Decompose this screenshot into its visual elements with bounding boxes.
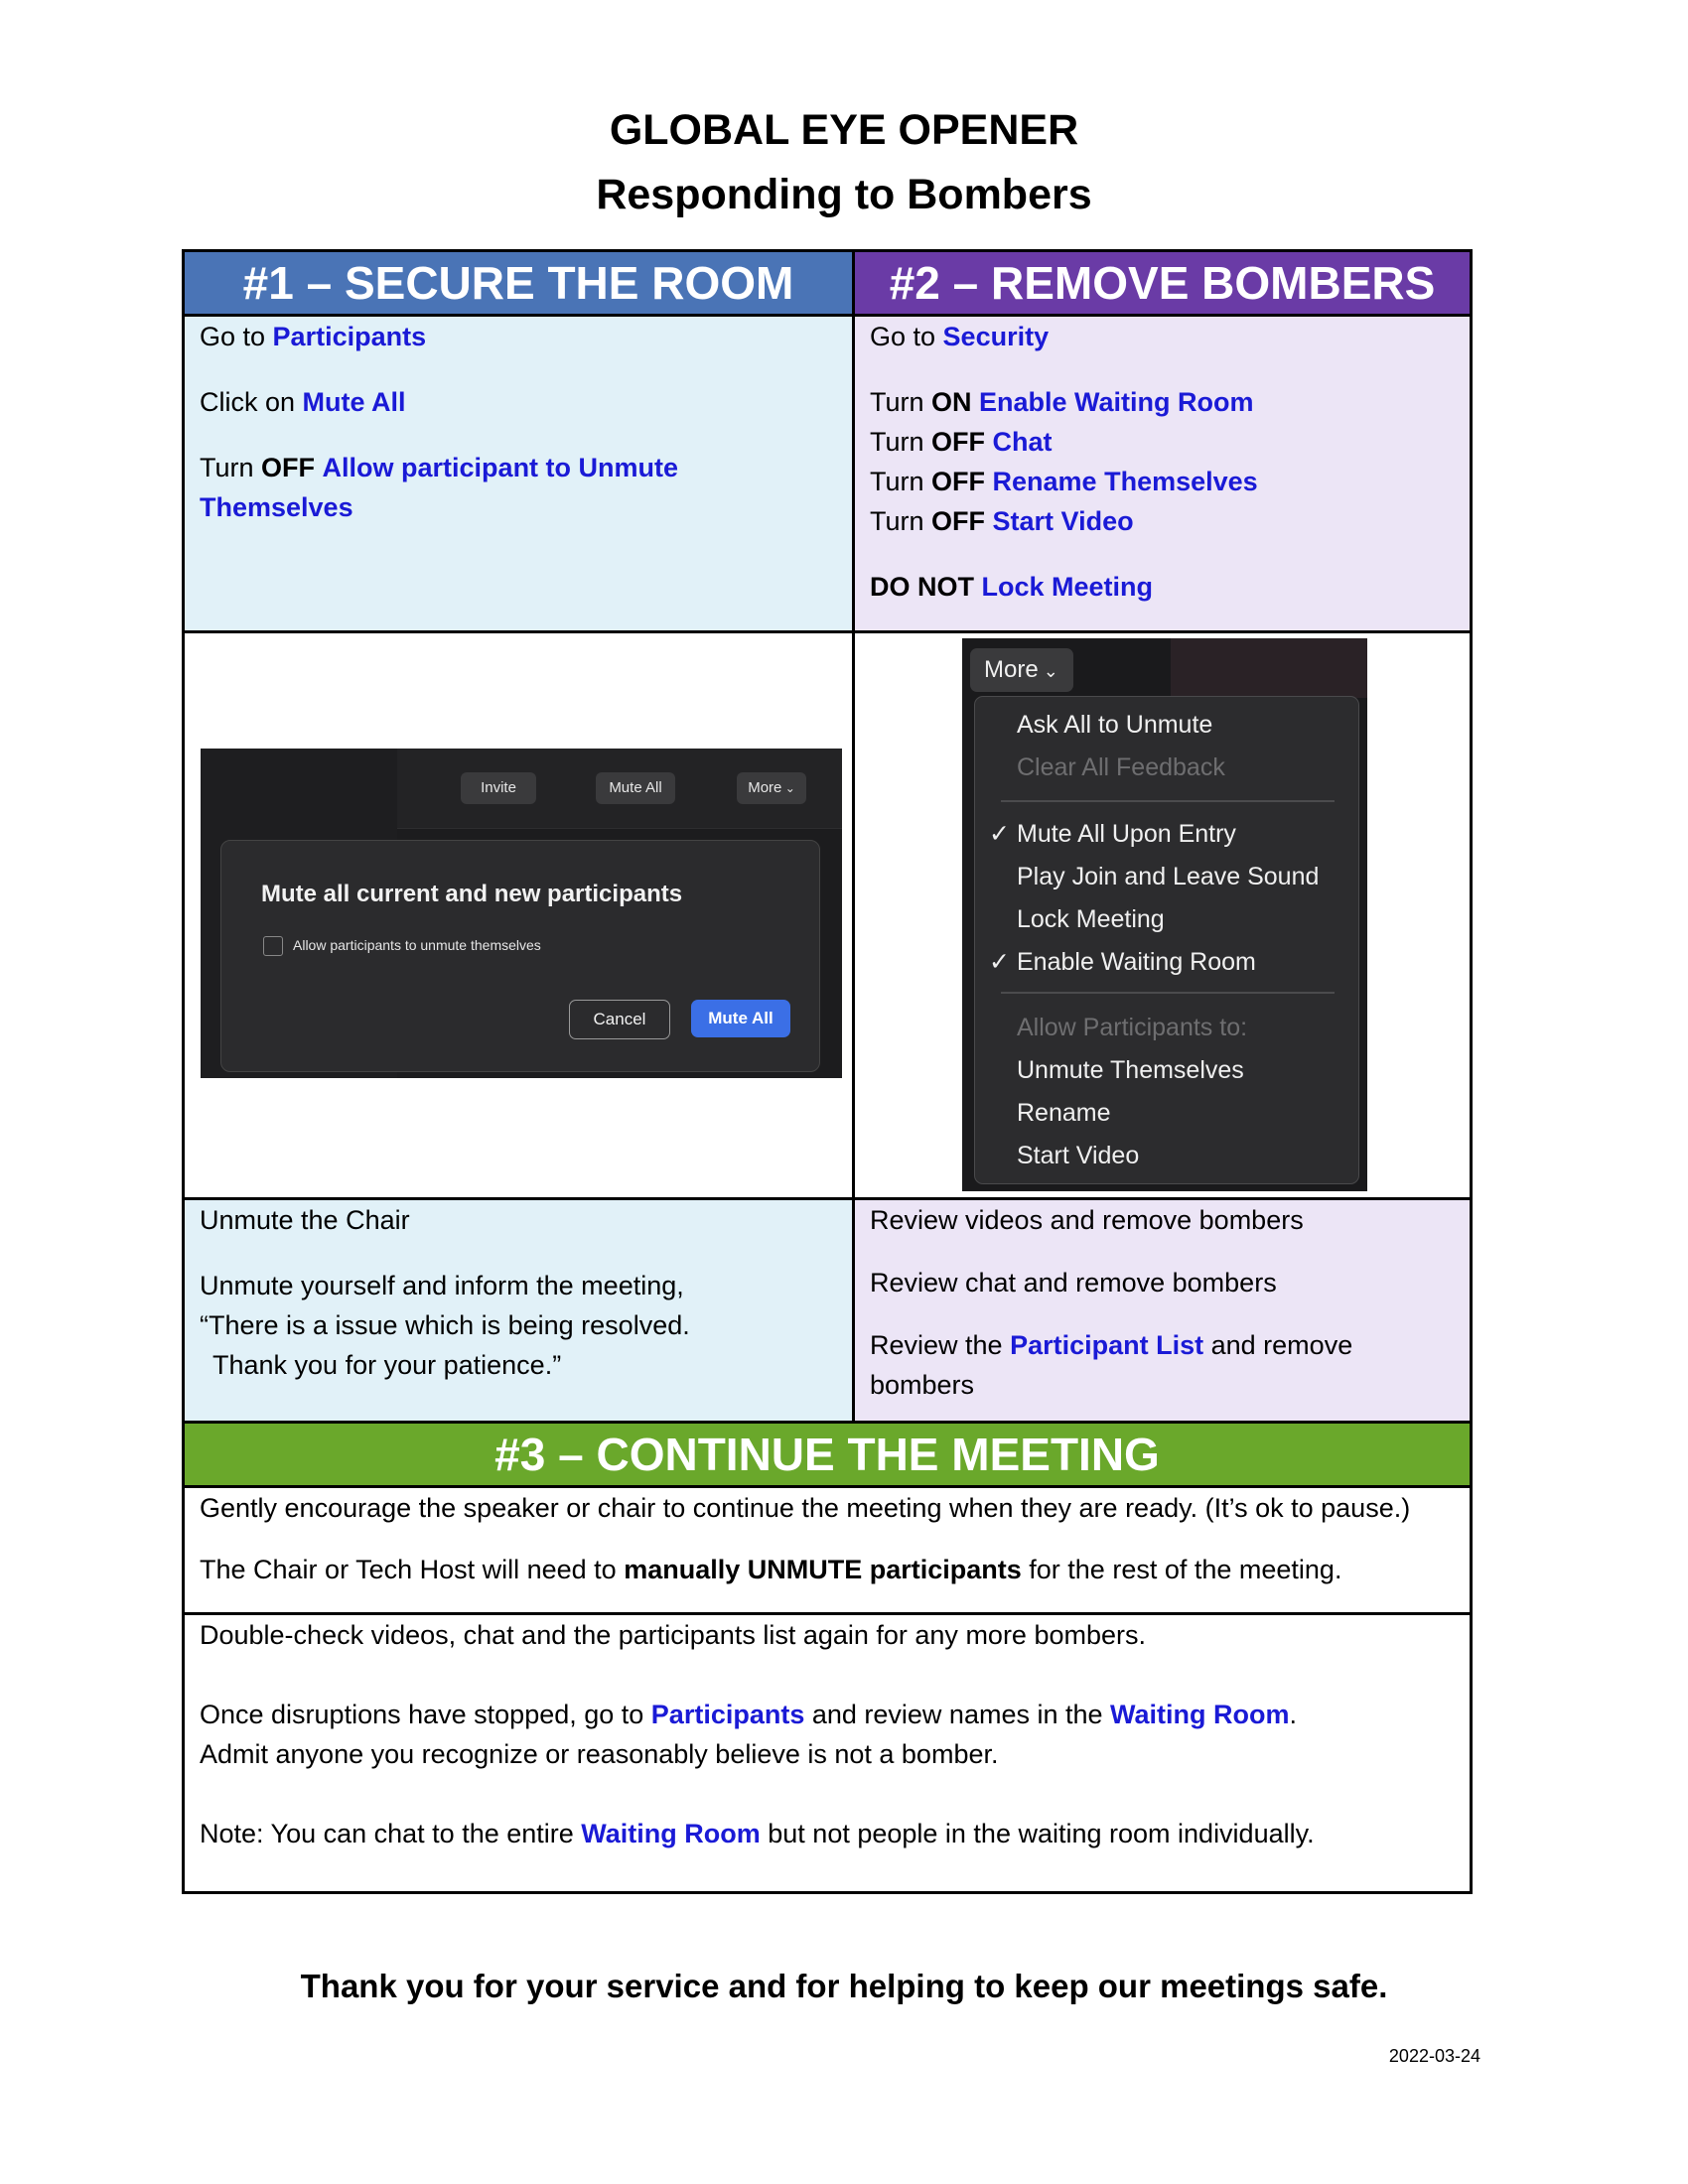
step-enable-waiting-room: Turn ON Enable Waiting Room (870, 387, 1254, 417)
step-click-mute-all: Click on Mute All (200, 387, 406, 417)
document-date: 2022-03-24 (1388, 2046, 1480, 2066)
document-subtitle: Responding to Bombers (596, 171, 1092, 218)
section-3-header: #3 – CONTINUE THE MEETING (185, 1424, 1470, 1485)
menu-item-label: Start Video (1017, 1142, 1140, 1169)
step-review-chat: Review chat and remove bombers (870, 1268, 1277, 1297)
step-double-check: Double-check videos, chat and the participants list again for any more bombers. (200, 1620, 1147, 1650)
inform-line-3: Thank you for your patience.” (212, 1350, 562, 1380)
step-admit: Admit anyone you recognize or reasonably believe is not a bomber. (200, 1739, 999, 1769)
dialog-title: Mute all current and new participants (261, 881, 683, 907)
menu-item-label: Clear All Feedback (1017, 753, 1225, 781)
menu-item-label: Lock Meeting (1017, 905, 1165, 933)
step-rename-off: Turn OFF Rename Themselves (870, 467, 1258, 496)
step-unmute-chair: Unmute the Chair (200, 1205, 410, 1235)
step-do-not-lock: DO NOT Lock Meeting (870, 572, 1154, 602)
menu-item-label: Play Join and Leave Sound (1017, 863, 1320, 890)
menu-item-label: Ask All to Unmute (1017, 711, 1213, 739)
menu-separator (1001, 992, 1335, 994)
step-review-videos: Review videos and remove bombers (870, 1205, 1304, 1235)
invite-button[interactable]: Invite (461, 772, 536, 804)
step-manual-unmute: The Chair or Tech Host will need to manually UNMUTE participants for the rest of the meeting. (200, 1555, 1342, 1584)
section-3-followup (185, 1615, 1470, 1891)
allow-unmute-label: Allow participants to unmute themselves (293, 937, 541, 953)
menu-item-label: Unmute Themselves (1017, 1056, 1244, 1084)
more-dropdown-menu (974, 696, 1359, 1184)
more-top-button[interactable]: More ⌄ (737, 772, 806, 804)
section-2-steps (855, 317, 1470, 630)
menu-separator (1001, 800, 1335, 802)
mute-dialog (220, 840, 820, 1072)
mute-all-top-button[interactable]: Mute All (596, 772, 675, 804)
step-start-video-off: Turn OFF Start Video (870, 506, 1134, 536)
mute-all-button[interactable]: Mute All (691, 1000, 790, 1037)
menu-item-label: Mute All Upon Entry (1017, 820, 1236, 848)
section-1-followup (185, 1200, 852, 1421)
thank-you-note: Thank you for your service and for helping to keep our meetings safe. (300, 1968, 1388, 2004)
mute-all-dialog-screenshot (201, 749, 842, 1078)
step-go-to-participants: Go to Participants (200, 322, 427, 351)
more-menu-button[interactable]: More ⌄ (970, 648, 1073, 692)
step-review-list-end: bombers (870, 1370, 975, 1400)
cancel-button[interactable]: Cancel (569, 1000, 670, 1039)
step-turn-off-unmute: Turn OFF Allow participant to Unmute Themselves (200, 453, 679, 522)
section-3-steps (185, 1488, 1470, 1612)
inform-line-2: “There is a issue which is being resolved. (200, 1310, 690, 1340)
section-1-steps (185, 317, 852, 630)
menu-item-label: Rename (1017, 1099, 1111, 1127)
step-review-list: Review the Participant List and remove (870, 1330, 1353, 1360)
section-2-followup (855, 1200, 1470, 1421)
chevron-down-icon: ⌄ (1038, 661, 1058, 681)
checkmark-icon: ✓ (989, 948, 1010, 976)
checkmark-icon: ✓ (989, 820, 1010, 848)
step-waiting-room-review: Once disruptions have stopped, go to Participants and review names in the Waiting Room. (200, 1700, 1298, 1729)
step-chat-off: Turn OFF Chat (870, 427, 1053, 457)
note-waiting-room-chat: Note: You can chat to the entire Waiting Room but not people in the waiting room individually. (200, 1819, 1315, 1848)
menu-item-label: Allow Participants to: (1017, 1014, 1248, 1041)
allow-unmute-checkbox[interactable] (263, 936, 283, 956)
section-1-header: #1 – SECURE THE ROOM (185, 252, 852, 314)
chevron-down-icon: ⌄ (781, 781, 795, 795)
section-2-header: #2 – REMOVE BOMBERS (855, 252, 1470, 314)
step-go-to-security: Go to Security (870, 322, 1050, 351)
menu-item-label: Enable Waiting Room (1017, 948, 1256, 976)
document-title: GLOBAL EYE OPENER (609, 106, 1079, 154)
more-menu-screenshot (962, 638, 1367, 1191)
inform-line-1: Unmute yourself and inform the meeting, (200, 1271, 684, 1300)
step-encourage: Gently encourage the speaker or chair to continue the meeting when they are ready. (It’s ok to pause.) (200, 1493, 1411, 1523)
